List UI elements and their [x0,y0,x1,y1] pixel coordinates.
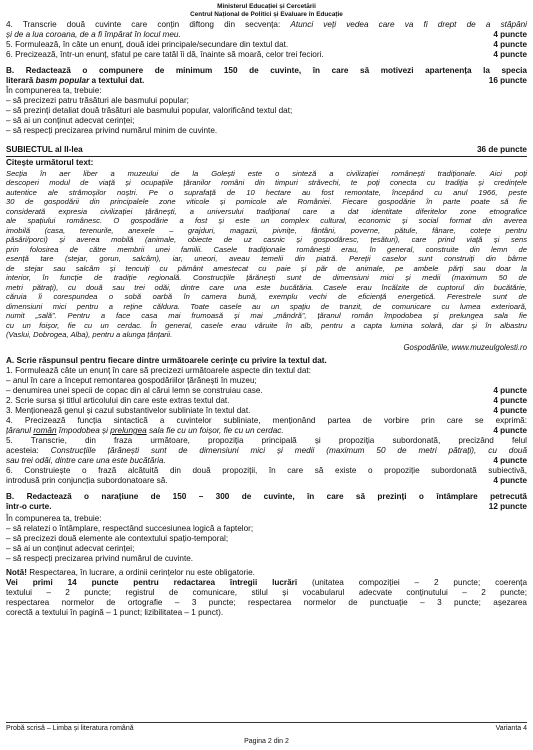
part-b1-item: – să precizezi patru trăsături ale basmului popular; [6,96,189,105]
part-b2-item: – să ai un conținut adecvat cerinței; [6,544,135,553]
note-scoring: Vei primi 14 puncte pentru redactarea întregii lucrări (unitatea compoziției – 2 puncte; coerența [6,578,528,587]
text-line: ale spațiului românesc. O gospodărie a fost și este un complex cultural, economic și social format din averea [6,216,527,226]
text-line: metri pătrați), cu două sau trei odăi, dintre care una este bucătăria. Casele erau încălzite de cuptorul din bucătărie, [6,282,527,292]
header-center: Centrul Național de Politici și Evaluare în Educație [190,11,343,18]
part-a2-title: A. Scrie răspunsul pentru fiecare dintre următoarele cerințe cu privire la textul dat. [6,356,327,365]
question-2-5-cont2: sau trei odăi, dintre care una este bucătăria. [6,456,166,465]
question-2-2: 2. Scrie sursa și titlul articolului din care este extras textul dat. [6,396,230,405]
text-source: Gospodăriile, www.muzeulgolesti.ro [403,343,527,352]
text-line: prin folosirea de către membrii unei familii. Casele tradiționale românești erau, în general, construite din lemn de [6,244,527,254]
points-2-2: 4 puncte [493,396,527,405]
text-line: de stejar sau salcâm și tencuiți cu pământ amestecat cu paie și păr de animale, pe ambele părți sau doar la [6,263,527,273]
text-line: cu un foișor, fie cu un cerdac. În general, casele erau văruite în alb, pentru a capta lumina solară, dar și în albastru [6,320,527,330]
text-line: (Vaslui, Dobrogea, Alba), pentru a alunga țânțarii. [6,329,173,339]
question-2-6-cont: introdusă prin conjuncția subordonatoare să. [6,476,168,485]
points-2-1: 4 puncte [493,386,527,395]
subject2-instruction: Citește următorul text: [6,158,94,167]
part-b2-item: – să relatezi o întâmplare, respectând succesiunea logică a faptelor; [6,524,254,533]
text-line: căruia îi corespundea o sobă oarbă în camera bună, exemplu vechi de eficiență energetică. Ferestrele sunt de [6,292,527,302]
note-scoring-3: respectarea normelor de ortografie – 3 puncte; respectarea normelor de punctuație – 3 puncte; așezarea [6,598,527,607]
text-line: dimensiuni mici pentru a reține căldura. Toate casele au un spațiu de tranzit, de comunicare cu lumea exterioară, [6,301,527,311]
points-b1: 16 puncte [488,76,527,85]
text-line: interior, în funcție de tradiție regională. Construcțiile țărănești sunt de dimensiuni mici și medii (maximum 50 de [6,273,527,283]
question-2-1-b: – denumirea unei specii de copac din al cărui lemn se construiau case. [6,386,263,395]
text-line: descoperi modul de viață și ocupațiile țăranilor români din timpuri străvechi, te poți conecta cu tradiția și credințele [6,178,527,188]
question-2-4: 4. Precizează funcția sintactică a cuvintelor subliniate, menționând partea de vorbire prin care se exprimă: [6,416,527,425]
subject2-title: SUBIECTUL al II-lea [6,145,83,154]
note-scoring-2: textului – 2 puncte; registrul de comunicare, stilul și vocabularul adecvate conținutului – 2 puncte; [6,588,527,597]
question-2-1: 1. Formulează câte un enunț în care să precizezi următoarele aspecte din textul dat: [6,366,311,375]
part-b1-item: – să respecți precizarea privind numărul minim de cuvinte. [6,126,218,135]
text-line: autentice ale strămoșilor noștri. Pe o suprafață de 10 hectare au fost remontate, începând cu anul 1966, peste [6,187,527,197]
subject2-rule [6,156,527,157]
text-line: păsări/porci) și averea mobilă (animale, obiecte de uz casnic și gospodăresc, țesături), care prind viață și sens [6,235,527,245]
header-ministry: Ministerul Educației și Cercetării [217,3,316,10]
text-line: esență tare (stejar, gorun, salcâm), iar, uneori, aveau temelii din piatră. Pereții caselor sunt construiți din bârne [6,254,527,264]
question-2-4-quote: țăranul român împodobea și prelungea sala fie cu un foișor, fie cu un cerdac. [6,426,284,435]
points-2-5: 4 puncte [493,456,527,465]
subject2-points: 36 de puncte [476,145,527,154]
points-b2: 12 puncte [488,502,527,511]
points-a6: 4 puncte [493,50,527,59]
text-line: Secția în aer liber a muzeului de la Golești este o sinteză a civilizației românești tradiționale. Aici poți [6,169,527,178]
footer-page-number: Pagina 2 din 2 [244,738,289,745]
part-b2-intro: În compunerea ta, trebuie: [6,514,102,523]
part-b1-item: – să prezinți detaliat două trăsături ale basmului popular, valorificând textul dat; [6,106,293,115]
question-a5: 5. Formulează, în câte un enunț, două idei principale/secundare din textul dat. [6,40,289,49]
note-scoring-4: corectă a textului în pagină – 1 punct; lizibilitatea – 1 punct). [6,608,224,617]
part-b2-title: B. Redactează o narațiune de 150 – 300 de cuvinte, în care să prezinți o întâmplare petrecută [6,492,527,501]
part-b1-item: – să ai un conținut adecvat cerinței; [6,116,135,125]
question-2-5-cont: acesteia: Construcțiile țărănești sunt de dimensiuni mici și medii (maximum 50 de metri pătrați), cu două [6,446,528,455]
question-a4: 4. Transcrie două cuvinte care conțin diftong din secvența: Atunci veți vedea care va fi drept de a stăpâni [6,20,527,29]
points-2-3: 4 puncte [493,406,527,415]
part-b2-item: – să precizezi două elemente ale contextului spațio-temporal; [6,534,229,543]
text-line: 30 de gospodării din principalele zone viticole și pomicole ale României. Fiecare gospodărie în parte poate să fie [6,197,527,207]
question-2-1-a: – anul în care a început remontarea gospodăriilor țărănești în muzeu; [6,376,257,385]
text-line: imobilă (casa, terenurile, anexele – grajduri, magazii, pivnițe, fântâni, poverne, pătule, fânare, cotețe pentru [6,225,527,235]
part-b2-item: – să respecți precizarea privind numărul de cuvinte. [6,554,194,563]
footer-left: Probă scrisă – Limba și literatura română [6,725,134,732]
question-a6: 6. Precizează, într-un enunț, sfatul pe care tatăl îi dă, înainte să moară, celor trei feciori. [6,50,324,59]
points-2-4: 4 puncte [493,426,527,435]
footer-rule [6,722,527,723]
question-2-6: 6. Construiește o frază alcătuită din două propoziții, în care să existe o propoziție subordonată subiectivă, [6,466,527,475]
points-2-6: 4 puncte [493,476,527,485]
points-a5: 4 puncte [493,40,527,49]
question-2-3: 3. Menționează genul și cazul substantivelor subliniate în textul dat. [6,406,251,415]
part-b2-title-cont: într-o curte. [6,502,52,511]
part-b1-title: B. Redactează o compunere de minimum 150 de cuvinte, în care să motivezi apartenența la specia [6,66,527,75]
note-line: Notă! Respectarea, în lucrare, a ordinii cerințelor nu este obligatorie. [6,568,255,577]
text-line: considerată expresia civilizației țărănești, a universului tradițional care a dat identitate diferitelor zone etnografice [6,206,527,216]
points-a4: 4 puncte [493,30,527,39]
part-b1-title-cont: literară basm popular a textului dat. [6,76,145,85]
footer-variant: Varianta 4 [495,725,527,732]
text-line: numit „sală”. Pentru a face casa mai frumoasă și mai „mândră”, țăranul român împodobea și prelungea sala fie [6,311,527,321]
question-a4-cont: și de a lua coroana, de a fi împărat în locul meu. [6,30,181,39]
part-b1-intro: În compunerea ta, trebuie: [6,86,102,95]
reading-text [6,169,527,339]
question-2-5: 5. Transcrie, din fraza următoare, propoziția principală și propoziția subordonată, precizând felul [6,436,527,445]
